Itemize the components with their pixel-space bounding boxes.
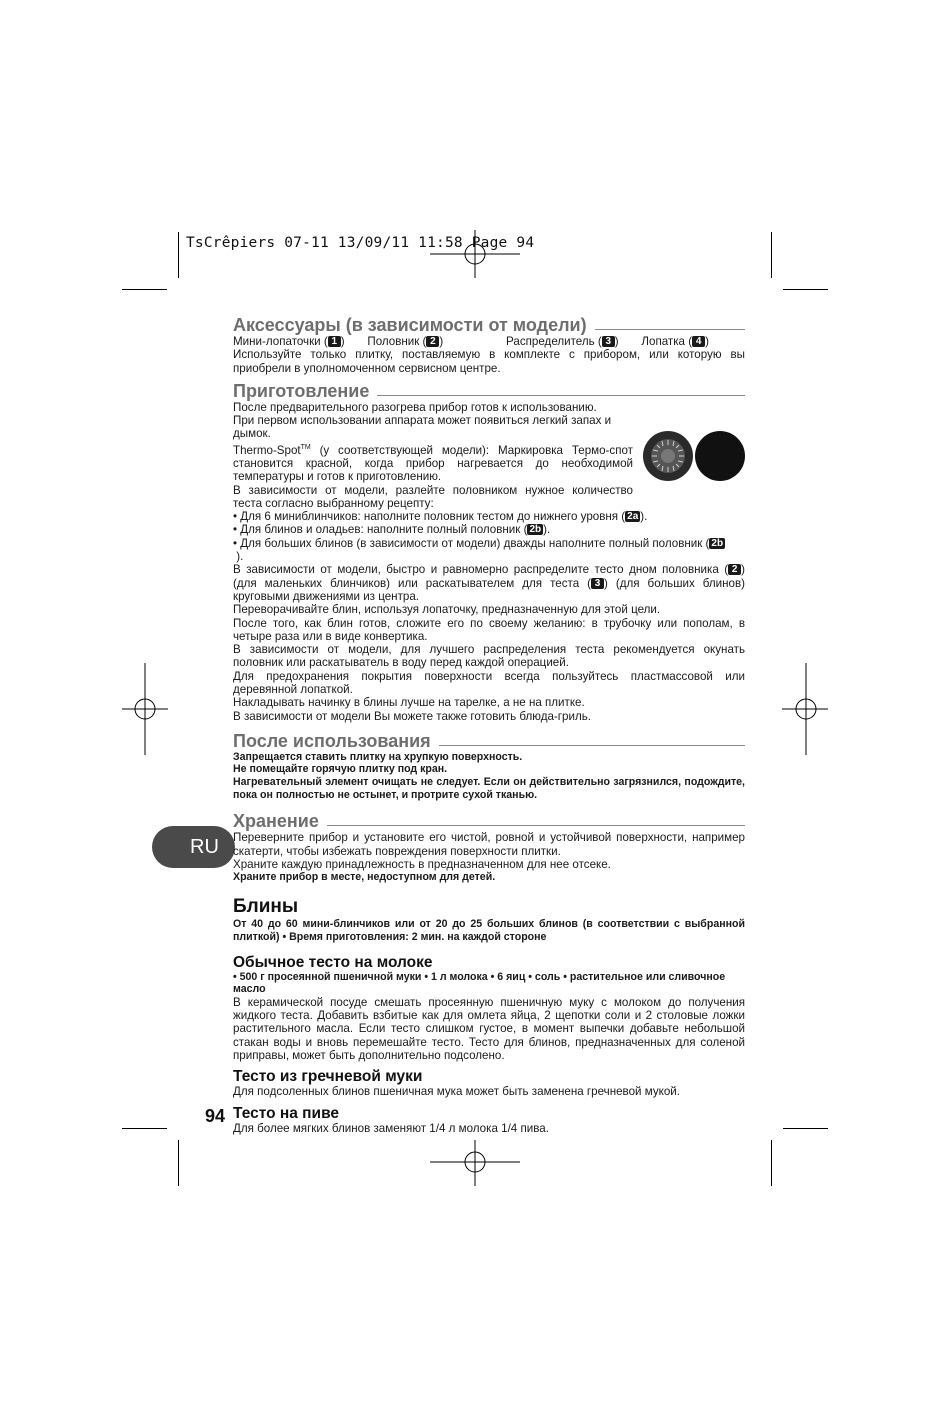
section-header-storage: [233, 812, 745, 831]
section-title: Приготовление: [233, 380, 370, 401]
paragraph: Храните прибор в месте, недоступном для детей.: [233, 871, 496, 884]
figure-number: 2b: [711, 537, 724, 549]
language-tab: RU: [152, 826, 235, 868]
section-header-accessories: [233, 316, 745, 335]
ingredients: • 500 г просеянной пшеничной муки • 1 л молока • 6 яиц • соль • растительное или сливочное масло: [233, 970, 726, 996]
paragraph: Нагревательный элемент очищать не следует. Если он действительно загрязнился, подождите, пока он полностью не остынет, и протрите сухой тканью.: [233, 776, 745, 801]
figure-number: 4: [692, 336, 705, 347]
preparation-intro: [233, 401, 633, 510]
figure-number: 2a: [627, 511, 639, 523]
section-rule: [377, 395, 745, 396]
paragraph: Запрещается ставить плитку на хрупкую поверхность.: [233, 750, 523, 763]
paragraph: Для предохранения покрытия поверхности всегда пользуйтесь пластмассовой или деревянной лопаткой.: [233, 669, 745, 696]
print-slug: TsCrêpiers 07-11 13/09/11 11:58 Page 94: [186, 235, 535, 251]
accessories-list: [233, 335, 745, 348]
recipe-subtitle: Обычное тесто на молоке: [233, 953, 433, 971]
paragraph: В керамической посуде смешать просеянную пшеничную муку с молоком до получения жидкого теста. Добавить взбитые как для омлета яйца, 2 щепотки соли и 2 столовые ложки растительного масла. Если тесто слишком густое, в момент выпечки добавьте небольшой стакан воды и вновь перемешайте тесто. Тесто для блинов, предназначенных для соленой приправы, может быть дополнительно подсолено.: [233, 995, 745, 1062]
accessory-item: Лопатка ( 4 ): [641, 335, 709, 348]
bullet-item: • Для 6 миниблинчиков: наполните половник тестом до нижнего уровня ( 2a ).: [233, 510, 648, 524]
section-header-preparation: [233, 382, 745, 401]
paragraph: После предварительного разогрева прибор готов к использованию.: [233, 400, 597, 414]
section-title: Хранение: [233, 811, 319, 832]
section-rule: [595, 329, 745, 330]
figure-number: 2b: [529, 524, 542, 536]
figure-number: 3: [602, 336, 615, 347]
section-title: Аксессуары (в зависимости от модели): [233, 315, 587, 335]
section-title: После использования: [233, 730, 431, 751]
after-use-text: [233, 751, 745, 801]
thermo-spot-paragraph: Thermo-Spot™ (у соответствующей модели): Маркировка Термо-спот становится красной, когда прибор нагревается до необходимой температуры и готов к приготовлению.: [233, 443, 633, 484]
recipe-intro: От 40 до 60 мини-блинчиков или от 20 до 25 больших блинов (в соответствии с выбранной плиткой) • Время приготовления: 2 мин. на каждой стороне: [233, 918, 745, 944]
figure-number: 1: [328, 336, 341, 347]
recipe-subtitle: Тесто на пиве: [233, 1104, 340, 1122]
recipe-subtitle: Тесто из гречневой муки: [233, 1068, 423, 1086]
figure-number: 3: [591, 578, 604, 589]
accessory-item: Мини-лопаточки ( 1 ): [233, 335, 345, 348]
paragraph: В зависимости от модели, разлейте половником нужное количество теста согласно выбранному рецепту:: [233, 483, 633, 510]
paragraph: Переворачивайте блин, используя лопаточку, предназначенную для этой цели.: [233, 603, 661, 617]
bullet-item: • Для блинов и оладьев: наполните полный половник ( 2b ).: [233, 523, 551, 537]
figure-number: 2: [728, 564, 741, 575]
recipe-title: Блины: [233, 896, 299, 918]
section-rule: [439, 745, 745, 746]
bullet-item: • Для больших блинов (в зависимости от модели) дважды наполните полный половник ( 2b ).: [233, 536, 724, 564]
paragraph: Не помещайте горячую плитку под кран.: [233, 763, 448, 776]
paragraph: После того, как блин готов, сложите его по своему желанию: в трубочку или пополам, в четыре раза или в виде конвертика.: [233, 616, 745, 643]
paragraph: При первом использовании аппарата может появиться легкий запах и дымок.: [233, 414, 612, 441]
section-header-after-use: [233, 732, 745, 751]
paragraph: В зависимости от модели, быстро и равномерно распределите тесто дном половника ( 2 ) (для маленьких блинчиков) или раскатывателем для теста ( 3 ) (для больших блинов) круговыми движениями из центра.: [233, 563, 746, 603]
paragraph: Переверните прибор и установите его чистой, ровной и устойчивой поверхности, например скатерти, чтобы избежать повреждения поверхности плитки.: [233, 831, 745, 858]
manual-content: [233, 316, 745, 1135]
paragraph: Храните каждую принадлежность в предназначенном для нее отсеке.: [233, 857, 611, 871]
figure-number: 2: [426, 336, 439, 347]
paragraph: Для подсоленных блинов пшеничная мука может быть заменена гречневой мукой.: [233, 1085, 680, 1099]
accessories-text: Используйте только плитку, поставляемую в комплекте с прибором, или которую вы приобрели в уполномоченном сервисном центре.: [233, 348, 745, 375]
paragraph: Накладывать начинку в блины лучше на тарелке, а не на плитке.: [233, 696, 585, 710]
paragraph: В зависимости от модели Вы можете также готовить блюда-гриль.: [233, 709, 591, 723]
page-number: 94: [205, 1106, 226, 1126]
accessory-item: Половник ( 2 ): [367, 335, 444, 348]
accessory-item: Распределитель ( 3 ): [506, 335, 619, 348]
section-rule: [327, 825, 745, 826]
paragraph: В зависимости от модели, для лучшего распределения теста рекомендуется окунать половник или раскатыватель в воду перед каждой операцией.: [233, 643, 745, 670]
paragraph: Для более мягких блинов заменяют 1/4 л молока 1/4 пива.: [233, 1121, 549, 1135]
